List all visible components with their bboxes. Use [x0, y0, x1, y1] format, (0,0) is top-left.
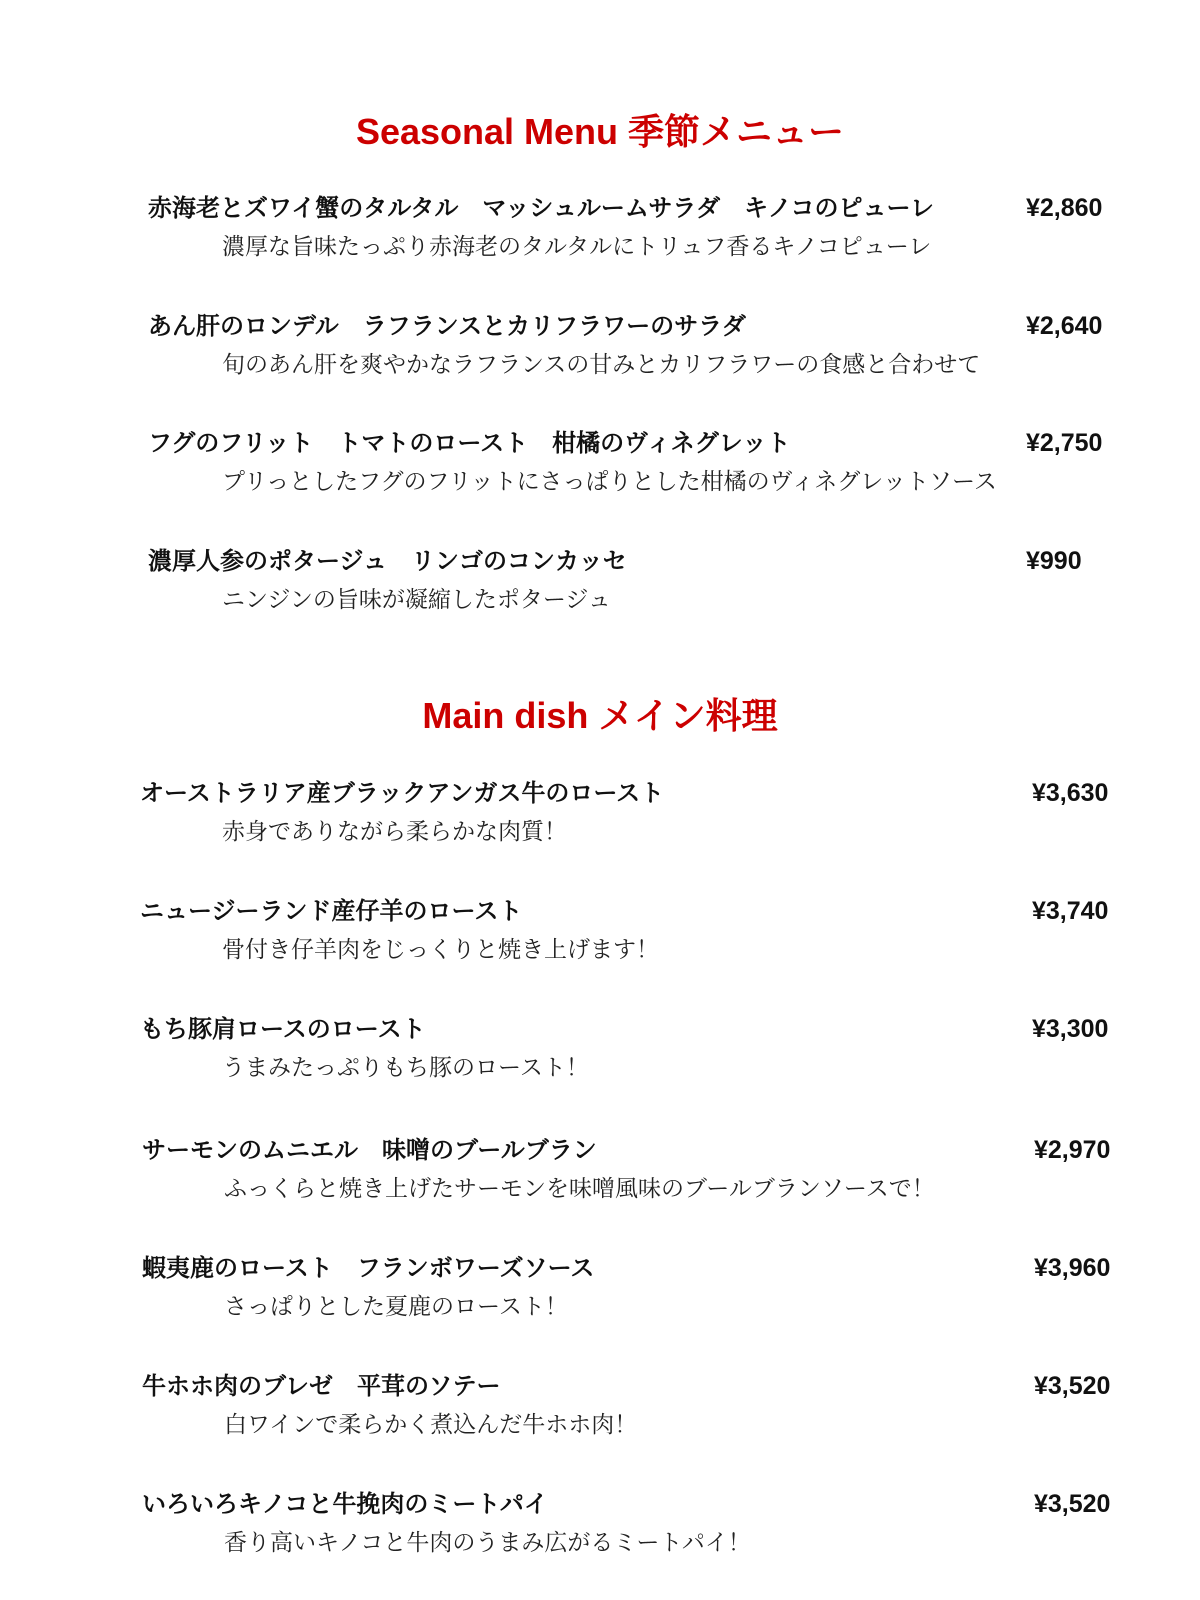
menu-item-description: 濃厚な旨味たっぷり赤海老のタルタルにトリュフ香るキノコピューレ — [222, 234, 932, 260]
menu-item-price: ¥3,960 — [1034, 1254, 1111, 1282]
menu-item — [0, 545, 1200, 625]
menu-item-price: ¥2,860 — [1026, 194, 1103, 222]
menu-item-description: さっぱりとした夏鹿のロースト！ — [224, 1294, 568, 1320]
menu-item — [0, 777, 1200, 857]
menu-item-description: ふっくらと焼き上げたサーモンを味噌風味のブールブランソースで！ — [224, 1176, 935, 1202]
menu-item-description: 香り高いキノコと牛肉のうまみ広がるミートパイ！ — [224, 1530, 751, 1556]
menu-item-name: オーストラリア産ブラックアンガス牛のロースト — [140, 779, 665, 807]
menu-item-description: うまみたっぷりもち豚のロースト！ — [222, 1055, 589, 1081]
menu-item — [0, 1370, 1200, 1450]
menu-item-price: ¥3,520 — [1034, 1372, 1111, 1400]
menu-item-name: もち豚肩ロースのロースト — [140, 1015, 426, 1043]
menu-item-name: 赤海老とズワイ蟹のタルタル マッシュルームサラダ キノコのピューレ — [148, 194, 934, 222]
menu-item-price: ¥2,640 — [1026, 312, 1103, 340]
menu-item-price: ¥3,300 — [1032, 1015, 1109, 1043]
menu-item-price: ¥3,630 — [1032, 779, 1109, 807]
menu-item-price: ¥3,520 — [1034, 1490, 1111, 1518]
menu-item-name: フグのフリット トマトのロースト 柑橘のヴィネグレット — [148, 429, 791, 457]
menu-item-description: 赤身でありながら柔らかな肉質！ — [222, 819, 567, 845]
menu-item — [0, 192, 1200, 272]
menu-item — [0, 1488, 1200, 1568]
menu-item-name: あん肝のロンデル ラフランスとカリフラワーのサラダ — [148, 312, 746, 340]
menu-item — [0, 310, 1200, 390]
menu-item-description: 旬のあん肝を爽やかなラフランスの甘みとカリフラワーの食感と合わせて — [222, 352, 981, 378]
menu-item-name: サーモンのムニエル 味噌のブールブラン — [142, 1136, 597, 1164]
menu-item-description: プリっとしたフグのフリットにさっぱりとした柑橘のヴィネグレットソース — [222, 469, 997, 495]
menu-item-name: ニュージーランド産仔羊のロースト — [140, 897, 523, 925]
menu-item-name: いろいろキノコと牛挽肉のミートパイ — [142, 1490, 548, 1518]
menu-item-description: 骨付き仔羊肉をじっくりと焼き上げます！ — [222, 937, 659, 963]
menu-item-description: ニンジンの旨味が凝縮したポタージュ — [222, 587, 611, 613]
main-dish-title: Main dish メイン料理 — [422, 695, 778, 736]
menu-item-price: ¥3,740 — [1032, 897, 1109, 925]
menu-item-description: 白ワインで柔らかく煮込んだ牛ホホ肉！ — [224, 1412, 638, 1438]
menu-item — [0, 1134, 1200, 1214]
menu-item-name: 蝦夷鹿のロースト フランボワーズソース — [142, 1254, 595, 1282]
menu-item-price: ¥2,750 — [1026, 429, 1103, 457]
menu-item-price: ¥2,970 — [1034, 1136, 1111, 1164]
menu-item-name: 牛ホホ肉のブレゼ 平茸のソテー — [142, 1372, 501, 1400]
menu-item — [0, 1013, 1200, 1093]
menu-item — [0, 1252, 1200, 1332]
menu-item-name: 濃厚人参のポタージュ リンゴのコンカッセ — [148, 547, 627, 575]
seasonal-menu-title: Seasonal Menu 季節メニュー — [355, 111, 845, 152]
menu-item — [0, 895, 1200, 975]
menu-item — [0, 427, 1200, 507]
menu-item-price: ¥990 — [1026, 547, 1082, 575]
